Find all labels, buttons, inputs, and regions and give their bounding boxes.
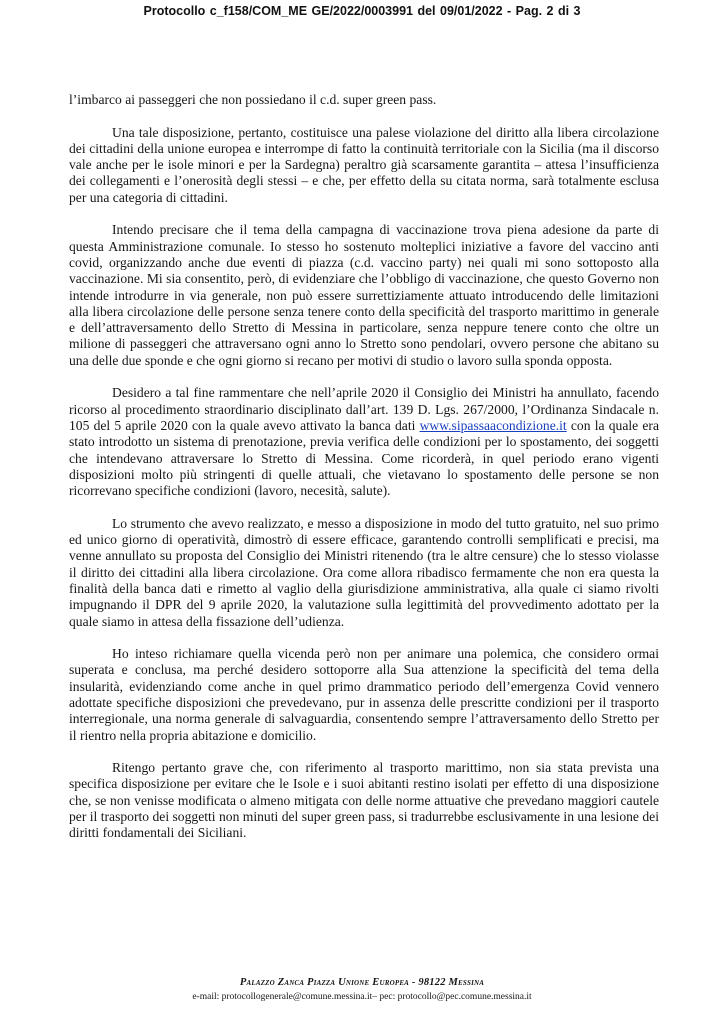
paragraph-tool: Lo strumento che avevo realizzato, e messo a disposizione in modo del tutto gratuito, nel suo primo ed unico giorno di operatività, dimostrò di essere efficace, garantendo controlli semplificati e precisi, ma venne annullato su proposta del Consiglio dei Ministri ritenendo (tra le altre censure) che lo stesso violasse il diritto dei cittadini alla libera circolazione. Ora come allora ribadisco fermamente che non era questa la finalità della banca dati e rimetto al vaglio della giurisdizione amministrativa, alla quale ci siamo rivolti impugnando il DPR del 9 aprile 2020, la valutazione sulla legittimità del provvedimento adottato per la quale siamo in attesa della fissazione dell’udienza. xyxy=(69,515,659,629)
ordinance-text-start: Desidero a tal fine rammentare che nell’aprile 2020 il Consiglio dei Ministri ha annullato, facendo ricorso al procedimento straordinario disciplinato dall’art. 139 D. Lgs. 267/2000, l’Ordinanza Sindacale n. 105 del 5 aprile 2020 con la quale avevo attivato la banca dati xyxy=(69,385,659,433)
paragraph-ordinance xyxy=(69,385,659,499)
paragraph-continuation: l’imbarco ai passeggeri che non possiedano il c.d. super green pass. xyxy=(69,92,437,107)
paragraph-vaccination: Intendo precisare che il tema della campagna di vaccinazione trova piena adesione da parte di questa Amministrazione comunale. Io stesso ho sostenuto molteplici iniziative a favore del vaccino anti covid, organizzando anche due eventi di piazza (c.d. vaccino party) nei quali mi sono sottoposto alla vaccinazione. Mi sia consentito, però, di evidenziare che l’obbligo di vaccinazione, che questo Governo non intende introdurre in via generale, non può essere surrettiziamente attuato introducendo delle limitazioni alla libera circolazione delle persone senza tenere conto della specificità del trasporto marittimo in generale e dell’attraversamento dello Stretto di Messina in particolare, senza neppure tenere conto che oltre un milione di passeggeri che attraversano ogni anno lo Stretto sono pendolari, ovvero persone che abitano su una delle due sponde e che ogni giorno si recano per motivi di studio o lavoro sulla sponda opposta. xyxy=(69,222,659,368)
protocol-header: Protocollo c_f158/COM_ME GE/2022/0003991 del 09/01/2022 - Pag. 2 di 3 xyxy=(143,4,581,18)
sipassaacondizione-link[interactable]: www.sipassaacondizione.it xyxy=(419,417,567,433)
footer-address: Palazzo Zanca Piazza Unione Europea - 98122 Messina xyxy=(239,977,485,988)
footer-email: e-mail: protocollogenerale@comune.messina.it– pec: protocollo@pec.comune.messina.it xyxy=(192,992,532,1002)
letter-body xyxy=(69,92,659,858)
paragraph-violation: Una tale disposizione, pertanto, costituisce una palese violazione del diritto alla libera circolazione dei cittadini della unione europea e interrompe di fatto la continuità territoriale con la Sicilia (ma il discorso vale anche per le isole minori e per la Sardegna) peraltro già scarsamente garantita – attesa l’insufficienza dei collegamenti e l’onerosità degli stessi – e che, per effetto della su citata norma, sarà totalmente esclusa per una categoria di cittadini. xyxy=(69,124,659,205)
paragraph-conclusion: Ritengo pertanto grave che, con riferimento al trasporto marittimo, non sia stata prevista una specifica disposizione per evitare che le Isole e i suoi abitanti restino isolati per effetto di una disposizione che, se non venisse modificata o almeno mitigata con delle norme attuative che prevedano maggiori cautele per il trasporto dei soggetti non minuti del super green pass, si tradurrebbe esclusivamente in una lesione dei diritti fondamentali dei Siciliani. xyxy=(69,760,659,841)
paragraph-insularity: Ho inteso richiamare quella vicenda però non per animare una polemica, che considero ormai superata e conclusa, ma perché desidero sottoporre alla Sua attenzione la specificità del tema della insularità, evidenziando come anche in quel primo drammatico periodo dell’emergenza Covid vennero adottate specifiche disposizioni che prevedevano, pur in assenza delle prescritte condizioni per il trasporto interregionale, una norma generale di salvaguardia, consentendo sempre l’attraversamento dello Stretto per il rientro nella propria abitazione e domicilio. xyxy=(69,646,659,743)
ordinance-text-end: con la quale era stato introdotto un sistema di prenotazione, previa verifica delle condizioni per lo spostamento, dei soggetti che intendevano attraversare lo Stretto di Messina. Come ricorderà, in quel periodo erano vigenti disposizioni molto più stringenti di quelle attuali, che vietavano lo spostamento delle persone se non ricorrevano specifiche condizioni (lavoro, necesità, salute). xyxy=(69,417,659,499)
